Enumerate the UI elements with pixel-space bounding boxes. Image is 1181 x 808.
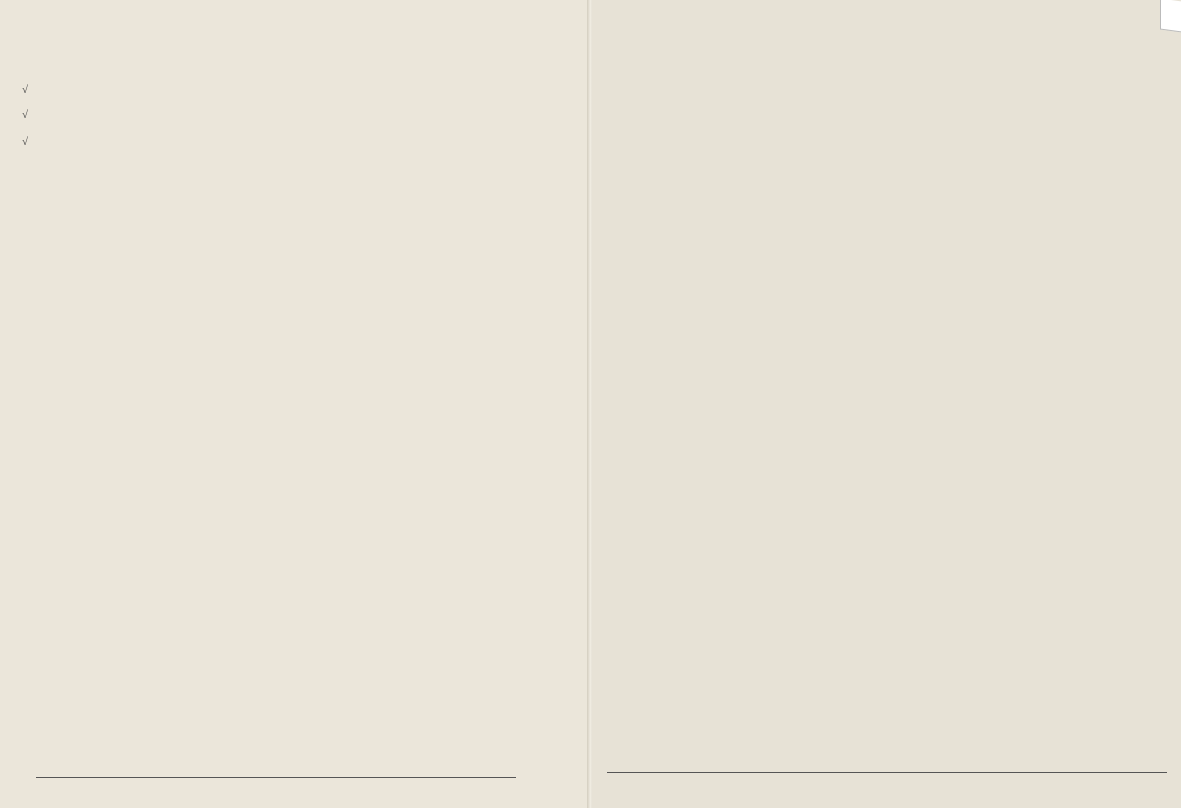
footer-rule (607, 772, 1167, 773)
check-mark: √ (22, 136, 29, 148)
footer-rule (36, 777, 516, 778)
check-mark: √ (22, 84, 29, 96)
right-page (592, 0, 1181, 808)
check-mark: √ (22, 109, 29, 121)
page-corner (1160, 0, 1181, 33)
left-page (0, 0, 590, 808)
